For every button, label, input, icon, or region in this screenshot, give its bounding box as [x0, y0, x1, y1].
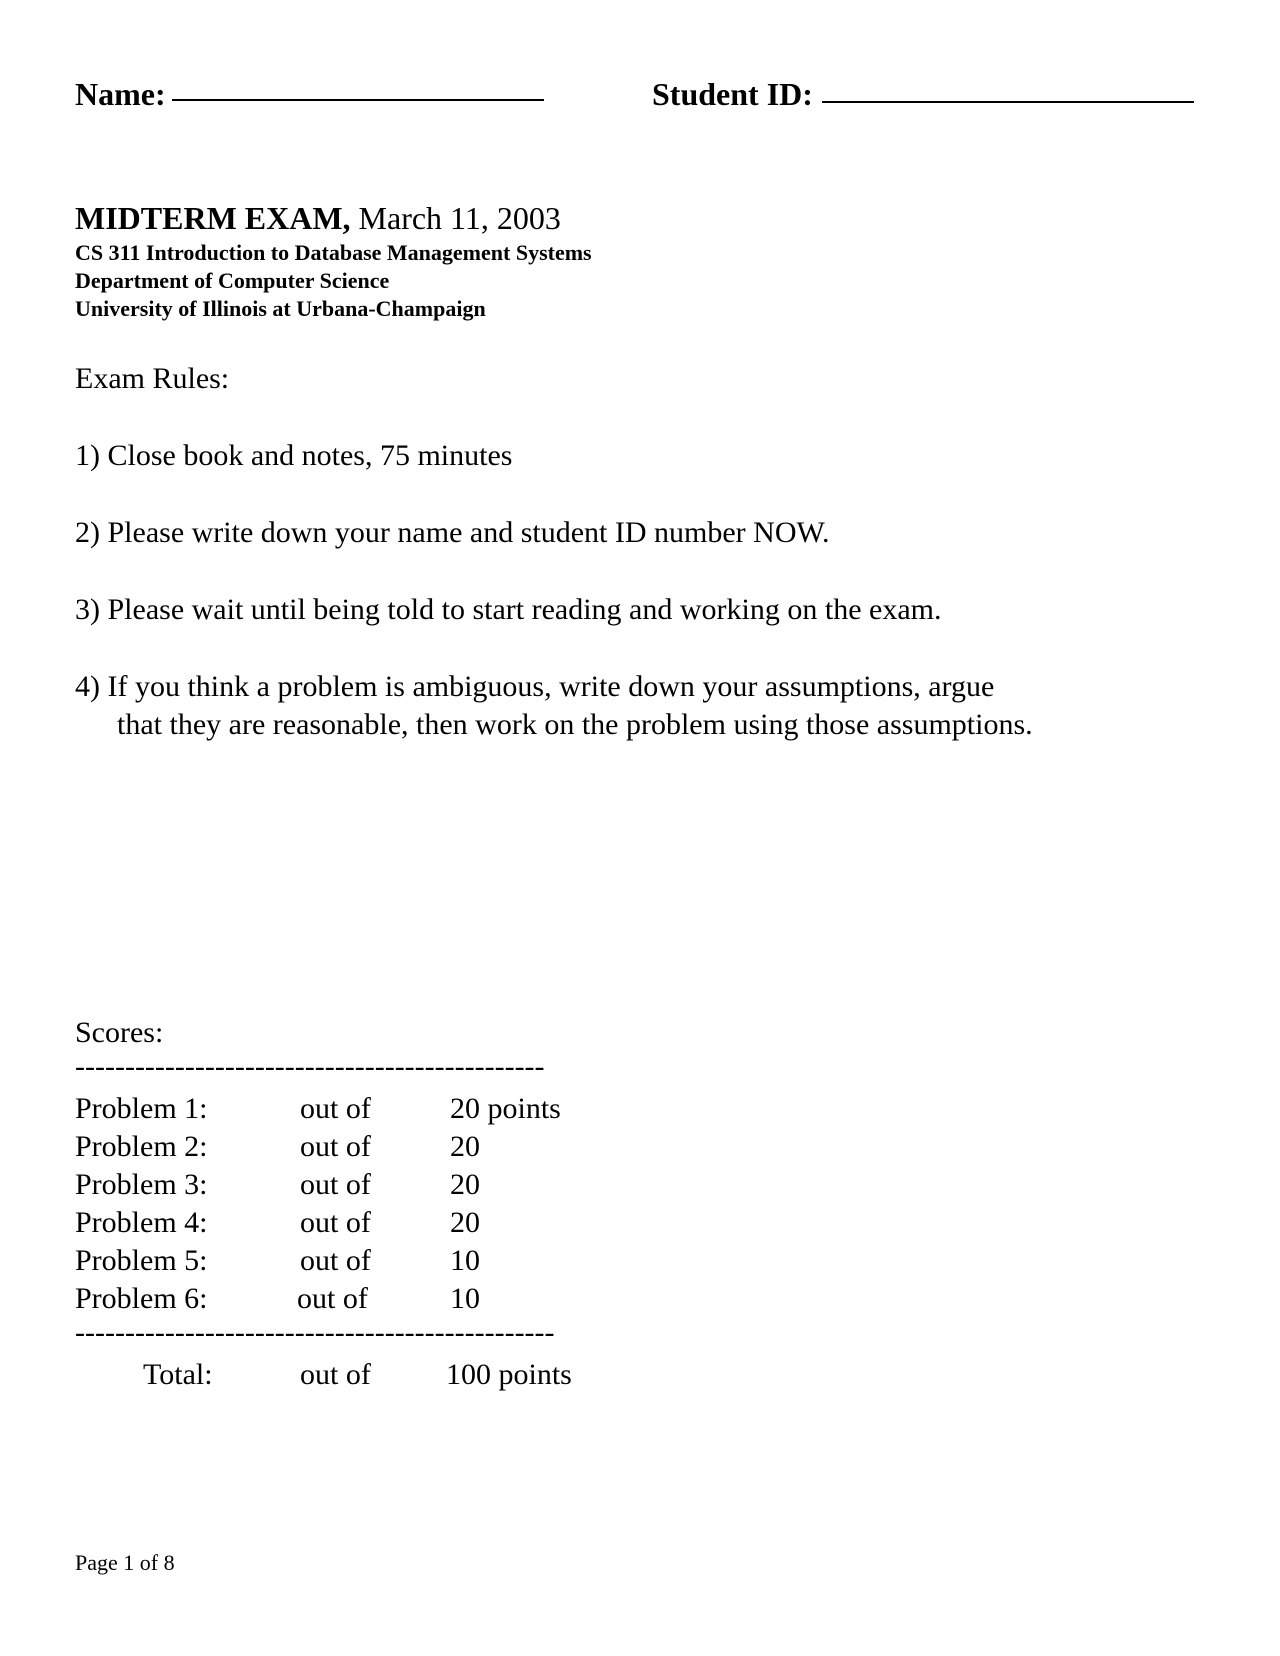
course-line: CS 311 Introduction to Database Management Systems: [75, 240, 592, 265]
department-line: Department of Computer Science: [75, 268, 390, 293]
score-row-4-label: Problem 4:: [75, 1206, 208, 1239]
rule-item-2: 2) Please write down your name and student ID number NOW.: [75, 516, 830, 549]
score-row-4-points: 20: [450, 1206, 480, 1239]
score-row-2-out-of: out of: [300, 1130, 371, 1163]
exam-date: March 11, 2003: [350, 200, 561, 236]
score-row-1-out-of: out of: [300, 1092, 371, 1125]
score-row-2-label: Problem 2:: [75, 1130, 208, 1163]
rule-item-4-continuation: that they are reasonable, then work on the problem using those assumptions.: [117, 708, 1033, 741]
score-total-points: 100 points: [446, 1358, 572, 1391]
page-number: Page 1 of 8: [75, 1550, 175, 1575]
score-row-2-points: 20: [450, 1130, 480, 1163]
exam-title: [75, 200, 561, 237]
score-row-1-label: Problem 1:: [75, 1092, 208, 1125]
scores-separator-bottom: ------------------------------------------------: [75, 1316, 555, 1349]
score-row-3-points: 20: [450, 1168, 480, 1201]
score-row-5-label: Problem 5:: [75, 1244, 208, 1277]
scores-heading: Scores:: [75, 1016, 164, 1049]
rules-heading: Exam Rules:: [75, 362, 230, 395]
exam-title-bold: MIDTERM EXAM,: [75, 200, 351, 236]
rule-item-4: 4) If you think a problem is ambiguous, write down your assumptions, argue: [75, 670, 995, 703]
score-row-4-out-of: out of: [300, 1206, 371, 1239]
score-row-3-out-of: out of: [300, 1168, 371, 1201]
name-blank-line[interactable]: [172, 99, 544, 101]
university-line: University of Illinois at Urbana-Champaign: [75, 296, 486, 321]
score-row-6-points: 10: [450, 1282, 480, 1315]
score-row-1-points: 20 points: [450, 1092, 561, 1125]
score-row-3-label: Problem 3:: [75, 1168, 208, 1201]
score-row-5-points: 10: [450, 1244, 480, 1277]
rule-item-1: 1) Close book and notes, 75 minutes: [75, 439, 513, 472]
score-row-6-label: Problem 6:: [75, 1282, 208, 1315]
student-id-blank-line[interactable]: [822, 101, 1194, 103]
score-row-5-out-of: out of: [300, 1244, 371, 1277]
name-label: Name:: [75, 76, 166, 112]
student-id-label: Student ID:: [652, 76, 813, 112]
score-total-out-of: out of: [300, 1358, 371, 1391]
rule-item-3: 3) Please wait until being told to start reading and working on the exam.: [75, 593, 942, 626]
score-row-6-out-of: out of: [297, 1282, 368, 1315]
score-total-label: Total:: [143, 1358, 213, 1391]
scores-separator-top: -----------------------------------------------: [75, 1050, 545, 1083]
